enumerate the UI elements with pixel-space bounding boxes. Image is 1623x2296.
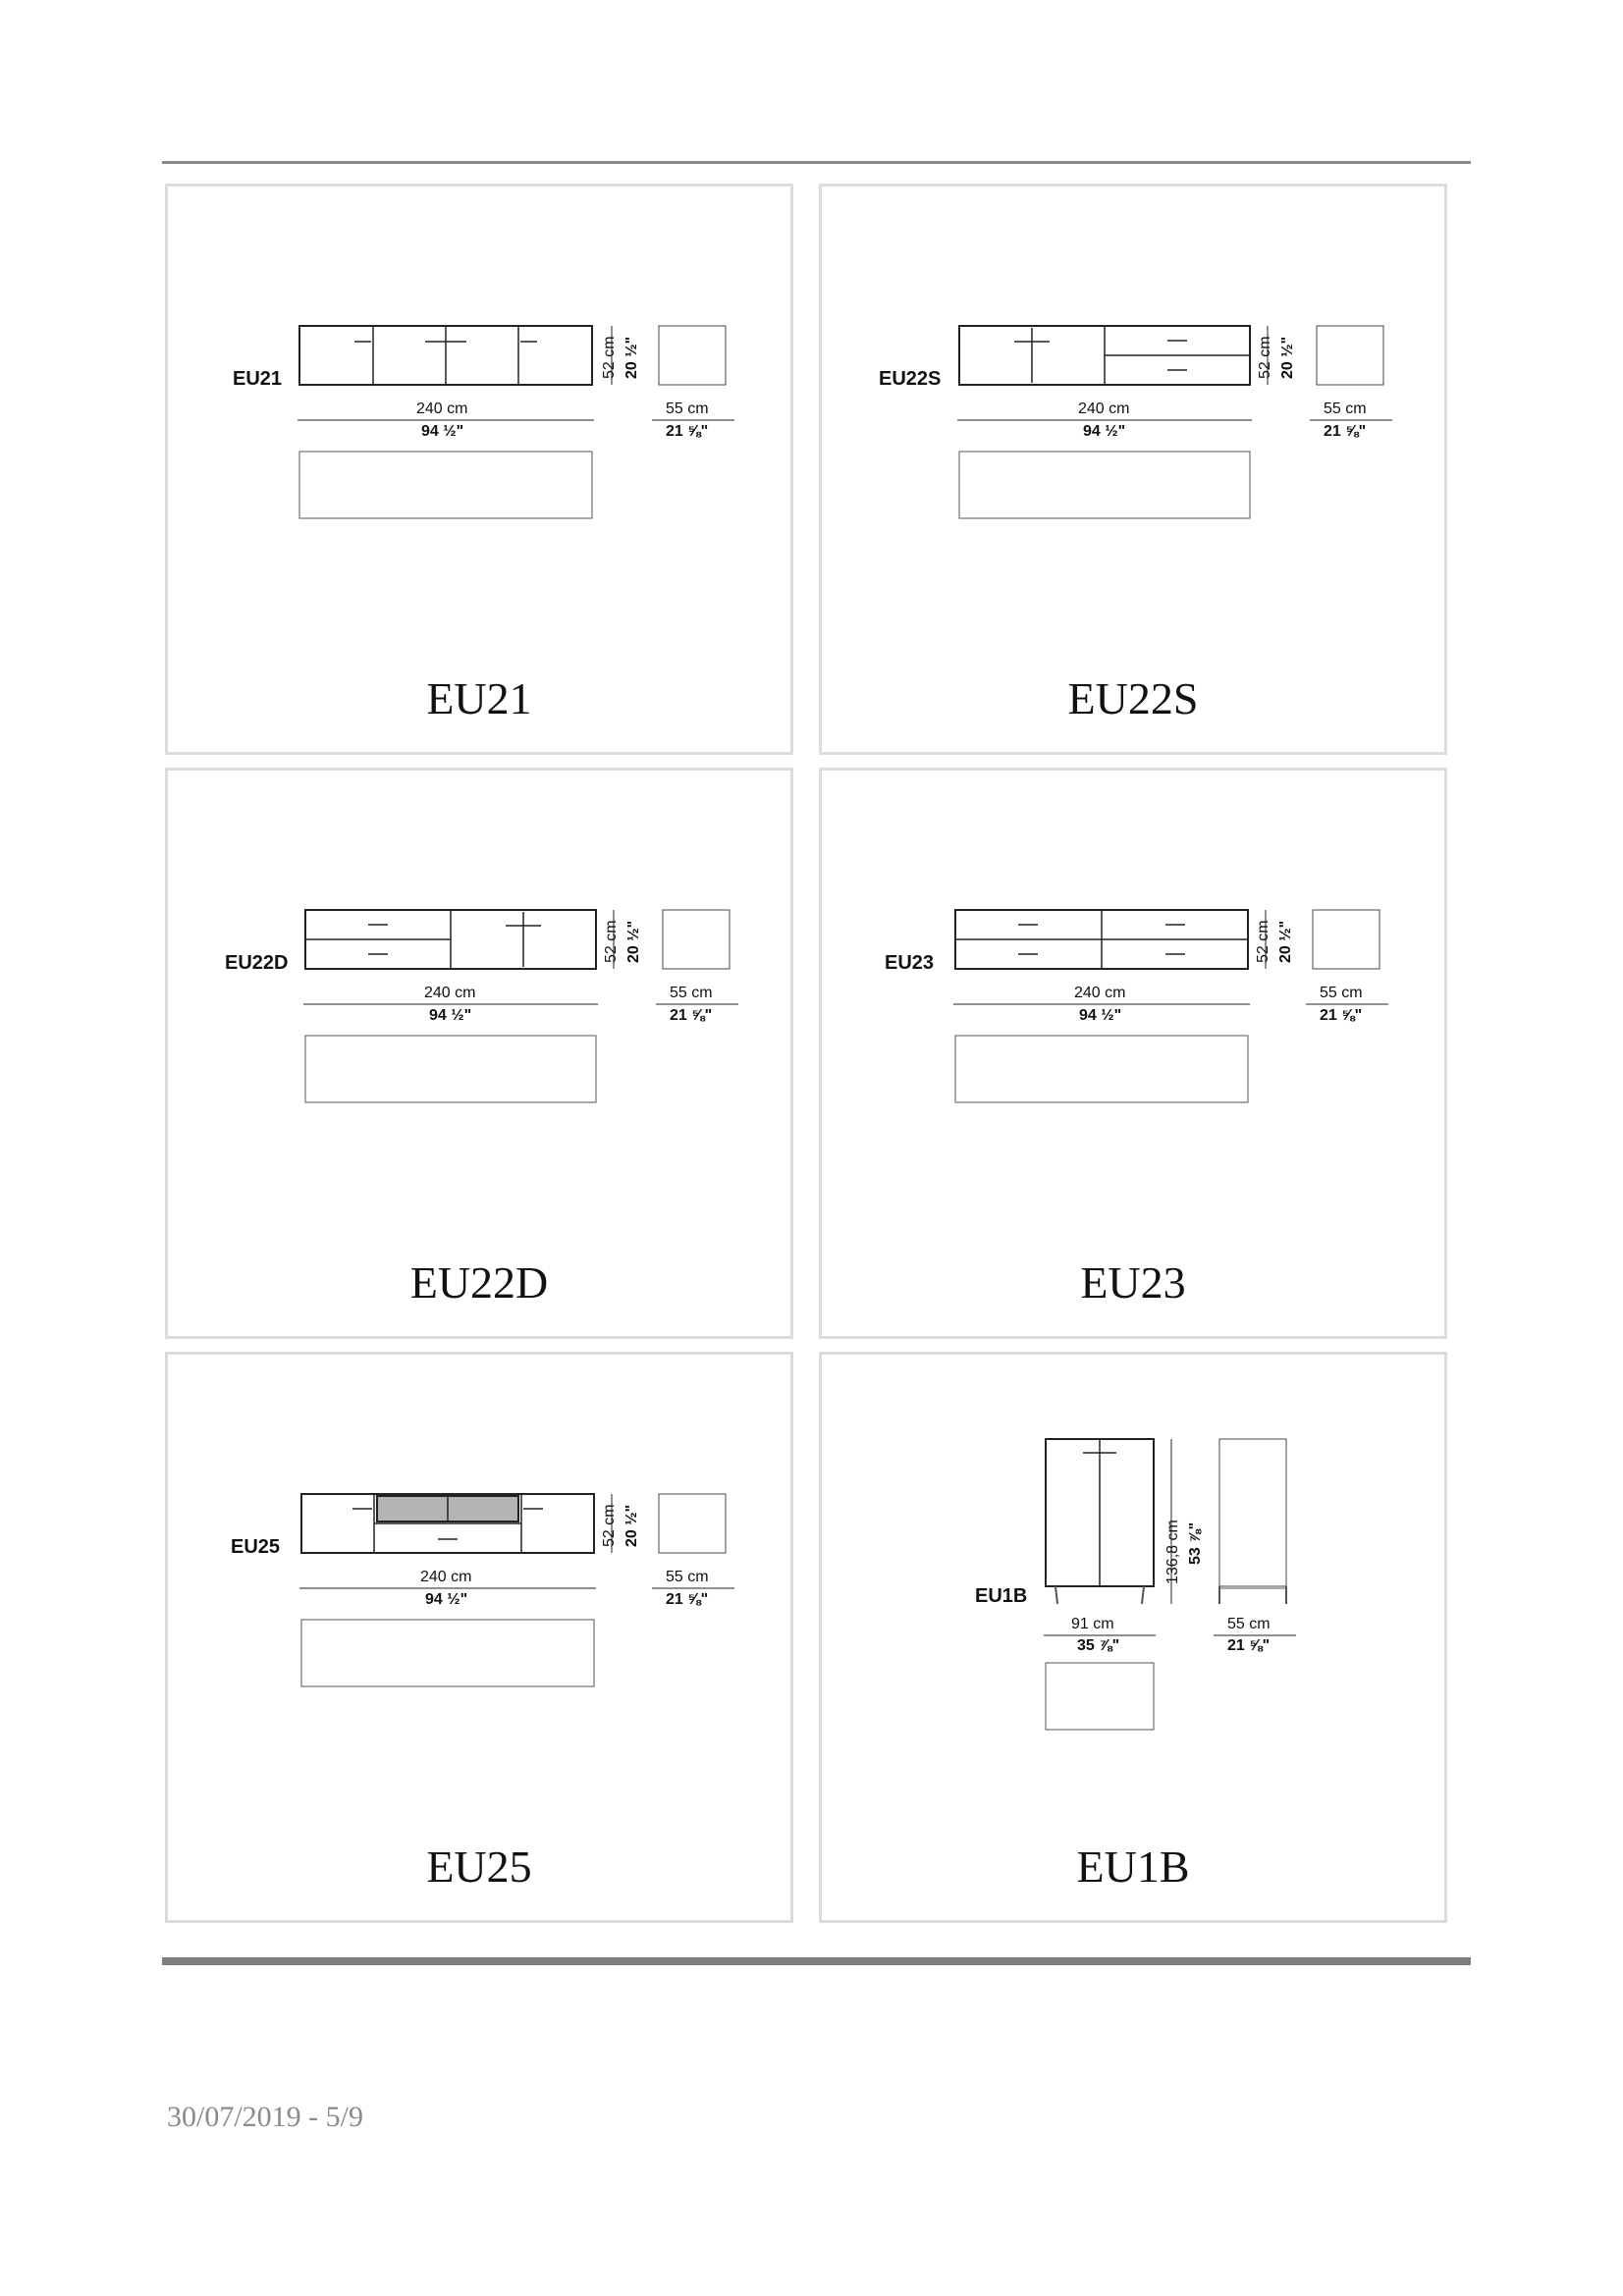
eu22d-title: EU22D <box>409 1257 549 1308</box>
eu22s-width-in: 94 ½" <box>1083 423 1126 440</box>
eu21-drawing <box>168 187 790 752</box>
eu25-width-in: 94 ½" <box>425 1591 468 1608</box>
eu23-height-in: 20 ½" <box>1277 920 1294 963</box>
product-card-eu22d <box>165 768 793 1339</box>
eu1b-code-label: EU1B <box>975 1585 1028 1607</box>
eu22d-drawing <box>168 771 790 1336</box>
eu21-depth-cm: 55 cm <box>666 400 709 417</box>
product-card-eu23 <box>819 768 1447 1339</box>
eu1b-height-cm: 136,8 cm <box>1164 1520 1181 1584</box>
eu22d-width-in: 94 ½" <box>429 1007 472 1024</box>
eu22d-depth-cm: 55 cm <box>670 985 713 1001</box>
eu22s-drawing <box>822 187 1444 752</box>
eu21-height-cm: 52 cm <box>601 336 618 379</box>
eu23-height-cm: 52 cm <box>1255 920 1271 963</box>
eu21-width-cm: 240 cm <box>416 400 468 417</box>
eu22s-height-cm: 52 cm <box>1257 336 1273 379</box>
eu22d-height-cm: 52 cm <box>603 920 620 963</box>
eu25-depth-in: 21 ⅝" <box>666 1591 709 1608</box>
eu22s-width-cm: 240 cm <box>1078 400 1130 417</box>
footer-date-page: 30/07/2019 - 5/9 <box>167 2101 363 2133</box>
bottom-divider <box>162 1957 1471 1965</box>
eu22s-depth-cm: 55 cm <box>1324 400 1367 417</box>
eu21-depth-in: 21 ⅝" <box>666 423 709 440</box>
eu23-width-cm: 240 cm <box>1074 985 1126 1001</box>
eu25-depth-cm: 55 cm <box>666 1569 709 1585</box>
eu25-title: EU25 <box>426 1842 532 1892</box>
eu22d-width-cm: 240 cm <box>424 985 476 1001</box>
eu1b-depth-in: 21 ⅝" <box>1227 1637 1271 1654</box>
eu1b-width-cm: 91 cm <box>1071 1616 1114 1632</box>
eu25-code-label: EU25 <box>231 1536 281 1558</box>
eu1b-drawing <box>822 1355 1444 1920</box>
eu22s-depth-in: 21 ⅝" <box>1324 423 1367 440</box>
eu25-width-cm: 240 cm <box>420 1569 472 1585</box>
eu1b-depth-cm: 55 cm <box>1227 1616 1271 1632</box>
product-card-eu22s <box>819 184 1447 755</box>
eu22s-height-in: 20 ½" <box>1279 336 1296 379</box>
eu23-depth-cm: 55 cm <box>1320 985 1363 1001</box>
product-card-eu21 <box>165 184 793 755</box>
product-card-eu1b <box>819 1352 1447 1923</box>
eu22s-title: EU22S <box>1067 673 1199 723</box>
eu21-title: EU21 <box>426 673 532 723</box>
eu23-code-label: EU23 <box>885 952 935 974</box>
eu22d-height-in: 20 ½" <box>625 920 642 963</box>
eu23-width-in: 94 ½" <box>1079 1007 1122 1024</box>
eu22d-code-label: EU22D <box>225 952 289 974</box>
eu21-height-in: 20 ½" <box>623 336 640 379</box>
top-divider <box>162 161 1471 164</box>
eu25-drawing <box>168 1355 790 1920</box>
eu1b-width-in: 35 ⅞" <box>1077 1637 1120 1654</box>
eu25-height-in: 20 ½" <box>623 1504 640 1547</box>
eu1b-title: EU1B <box>1076 1842 1190 1892</box>
eu25-height-cm: 52 cm <box>601 1504 618 1547</box>
eu22d-depth-in: 21 ⅝" <box>670 1007 713 1024</box>
eu23-drawing <box>822 771 1444 1336</box>
eu21-width-in: 94 ½" <box>421 423 464 440</box>
eu22s-code-label: EU22S <box>879 368 942 390</box>
product-card-eu25 <box>165 1352 793 1923</box>
eu21-code-label: EU21 <box>233 368 283 390</box>
eu23-title: EU23 <box>1080 1257 1186 1308</box>
eu23-depth-in: 21 ⅝" <box>1320 1007 1363 1024</box>
eu1b-height-in: 53 ⅞" <box>1187 1522 1204 1565</box>
